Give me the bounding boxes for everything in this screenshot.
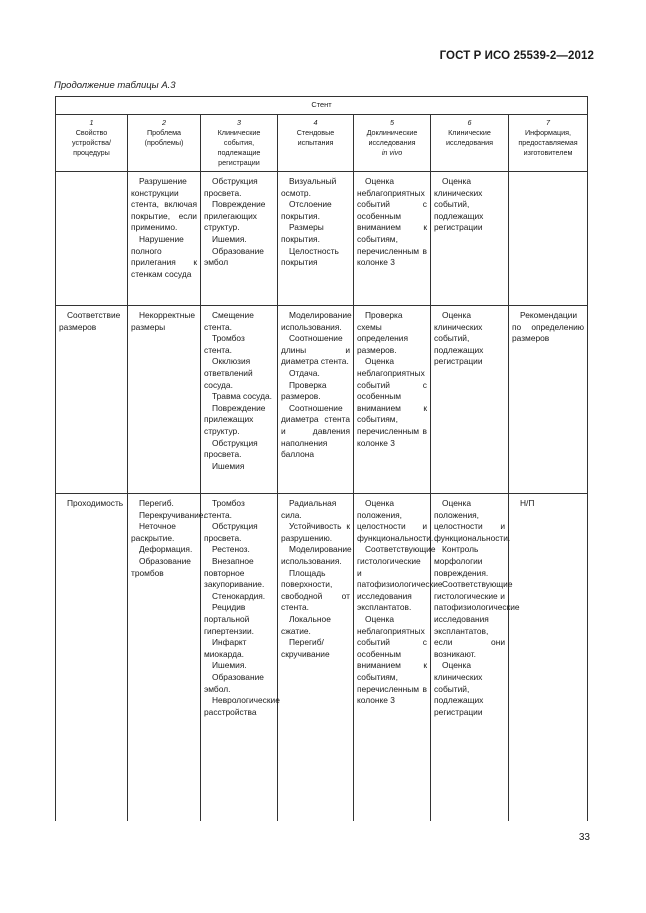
cell-paragraph: Площадь поверхности, свободной от стента. [281, 567, 350, 613]
column-header: 1 Свойство устройства/ процедуры [56, 115, 128, 172]
table-cell [354, 494, 443, 822]
table-cell [509, 306, 588, 494]
table-cell [278, 172, 354, 306]
cell-paragraph: Неврологические расстройства [204, 695, 280, 717]
cell-paragraph: Целостность покрытия [281, 245, 339, 268]
table-cell [509, 172, 588, 306]
cell-paragraph: Некорректные размеры [131, 310, 195, 332]
table-cell [509, 494, 588, 822]
table-cell [201, 494, 278, 822]
cell-paragraph: Оценка неблагоприятных событий с особенным вниманием к событиям, перечисленным в колонке 3 [357, 613, 427, 706]
cell-paragraph: Обструкция просвета. [204, 437, 258, 460]
cell-paragraph: Обструкция просвета. [204, 176, 258, 198]
cell-paragraph: Визуальный осмотр. [281, 176, 337, 198]
cell-paragraph: Разрушение конструкции стента, включая покрытие, если применимо. [131, 176, 197, 233]
cell-paragraph: Оценка положения, целостности и функциональности. [357, 498, 434, 543]
cell-paragraph: Рестеноз. [212, 544, 250, 555]
cell-paragraph: Проверка схемы определения размеров. [357, 310, 408, 355]
table-cell [56, 172, 128, 306]
cell-paragraph: Повреждение прилежащих структур. [204, 402, 266, 436]
cell-paragraph: Ишемия [212, 460, 245, 471]
cell-paragraph: Соотношение длины и диаметра стента. [281, 333, 350, 367]
cell-paragraph: Отдача. [289, 367, 320, 378]
cell-paragraph: Нарушение полного прилегания к стенкам сосуда [131, 233, 197, 279]
cell-paragraph: Оценка клинических событий, подлежащих регистрации [434, 660, 484, 717]
table-cell [56, 306, 128, 494]
cell-paragraph: Инфаркт миокарда. [204, 637, 247, 659]
cell-paragraph: Оценка неблагоприятных событий с особенным вниманием к событиям, перечисленным в колонке 3 [357, 176, 427, 268]
cell-paragraph: Оценка неблагоприятных событий с особенным вниманием к событиям, перечисленным в колонке 3 [357, 356, 427, 448]
cell-paragraph: Соответствующие гистологические и патофизиологические исследования эксплантатов. [357, 544, 443, 613]
cell-paragraph: Моделирование использования. [281, 544, 352, 566]
cell-paragraph: Обструкция просвета. [204, 521, 258, 543]
cell-paragraph: Размеры покрытия. [281, 222, 324, 244]
cell-paragraph: Внезапное повторное закупоривание. [204, 555, 265, 590]
table-row [56, 306, 588, 494]
cell-paragraph: Контроль морфологии повреждения. [434, 544, 489, 578]
cell-paragraph: Отслоение покрытия. [281, 199, 332, 221]
cell-paragraph: Соответствие размеров [59, 310, 121, 332]
cell-paragraph: Неточное раскрытие. [131, 521, 176, 543]
cell-paragraph: Окклюзия ответвлений сосуда. [204, 356, 253, 390]
table-cell [354, 306, 431, 494]
table-cell [431, 306, 509, 494]
column-header: 3 Клинические события, подлежащие регистрации [201, 115, 278, 172]
table-cell [56, 494, 128, 822]
cell-paragraph: Перекручивание. [139, 509, 206, 520]
table-cell [278, 494, 354, 822]
cell-paragraph: Образование эмбол. [204, 671, 264, 694]
cell-paragraph: Перегиб. [139, 498, 174, 508]
column-header: 4 Стендовые испытания [278, 115, 354, 172]
cell-paragraph: Проходимость [67, 498, 124, 508]
cell-paragraph: Оценка клинических событий, подлежащих регистрации [434, 310, 484, 367]
table-cell [128, 306, 201, 494]
cell-paragraph: Устойчивость к разрушению. [281, 521, 350, 543]
standard-header: ГОСТ Р ИСО 25539-2—2012 [439, 50, 594, 62]
table-cell [201, 172, 278, 306]
cell-paragraph: Соответствующие гистологические и патофизиологические исследования эксплантатов, если они возникают. [434, 579, 520, 659]
cell-paragraph: Образование эмбол [204, 245, 264, 268]
column-header: 6 Клинические исследования [431, 115, 509, 172]
cell-paragraph: Проверка размеров. [281, 379, 327, 402]
cell-paragraph: Соотношение диаметра стента и давления наполнения баллона [281, 402, 350, 460]
table-caption: Продолжение таблицы А.3 [54, 80, 176, 91]
table-row [56, 172, 588, 306]
table-row [56, 494, 588, 822]
table-cell [128, 494, 206, 822]
cell-paragraph: Перегиб/ скручивание [281, 637, 330, 659]
requirements-table [55, 96, 588, 821]
cell-paragraph: Тромбоз стента. [204, 498, 245, 520]
cell-paragraph: Тромбоз стента. [204, 333, 245, 355]
cell-paragraph: Стенокардия. [212, 590, 266, 601]
table-group-header: Стент [56, 97, 588, 115]
cell-paragraph: Локальное сжатие. [281, 613, 331, 636]
table-cell [354, 172, 431, 306]
cell-paragraph: Оценка клинических событий, подлежащих регистрации [434, 176, 484, 233]
column-header: 7 Информация, предоставляемая изготовителем [509, 115, 588, 172]
cell-paragraph: Ишемия. [212, 233, 247, 244]
cell-paragraph: Смещение стента. [204, 310, 254, 332]
cell-paragraph: Рекомендации по определению размеров [512, 310, 585, 344]
table-cell [128, 172, 201, 306]
column-header-row [56, 115, 588, 172]
cell-paragraph: Оценка положения, целостности и функциональности. [434, 498, 511, 543]
table-cell [201, 306, 278, 494]
column-header: 5 Доклинические исследования in vivo [354, 115, 431, 172]
table-cell [431, 172, 509, 306]
cell-paragraph: Повреждение прилегающих структур. [204, 199, 266, 233]
cell-paragraph: Ишемия. [212, 660, 247, 671]
cell-paragraph: Радиальная сила. [281, 498, 337, 520]
cell-paragraph: Рецидив портальной гипертензии. [204, 602, 254, 636]
cell-paragraph: Н/П [520, 498, 535, 508]
cell-paragraph: Образование тромбов [131, 555, 191, 578]
page-number: 33 [578, 832, 590, 843]
column-header: 2 Проблема (проблемы) [128, 115, 201, 172]
table-cell [431, 494, 520, 822]
cell-paragraph: Моделирование использования. [281, 310, 352, 332]
cell-paragraph: Травма сосуда. [212, 391, 272, 402]
cell-paragraph: Деформация. [139, 544, 193, 555]
table-cell [278, 306, 354, 494]
